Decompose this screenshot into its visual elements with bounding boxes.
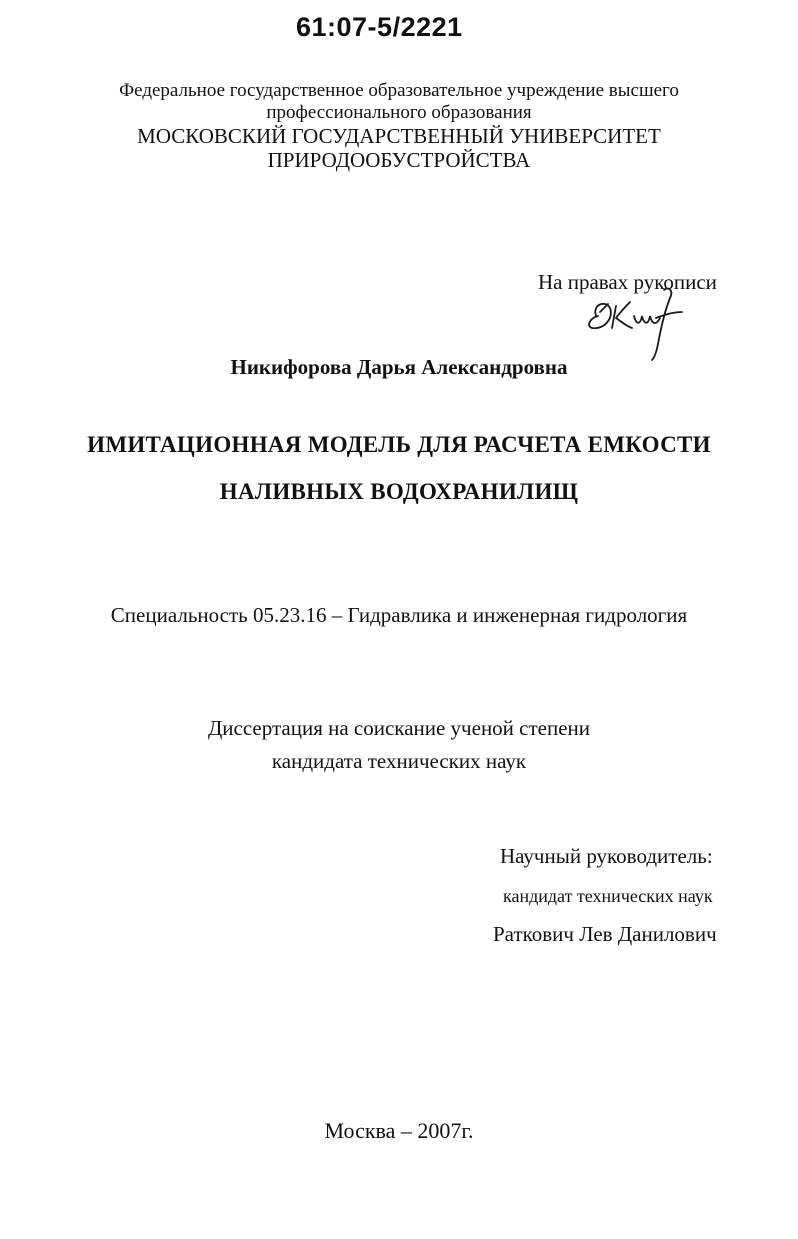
city-year: Москва – 2007г. [324,1118,474,1143]
dissertation-block [0,712,798,778]
supervisor-name: Раткович Лев Данилович [493,922,717,946]
signature-icon [582,282,692,362]
institution-line-2: профессионального образования [266,102,532,123]
catalog-number: 61:07-5/2221 [296,12,463,42]
supervisor-label: Научный руководитель: [500,844,713,868]
institution-block [0,80,798,172]
institution-line-3: МОСКОВСКИЙ ГОСУДАРСТВЕННЫЙ УНИВЕРСИТЕТ [137,124,661,148]
supervisor-degree: кандидат технических наук [503,886,713,906]
dissertation-line-1: Диссертация на соискание ученой степени [207,716,591,740]
rights-note: На правах рукописи [538,270,717,294]
specialty: Специальность 05.23.16 – Гидравлика и инженерная гидрология [110,603,688,627]
institution-line-4: ПРИРОДООБУСТРОЙСТВА [267,148,531,172]
author-name: Никифорова Дарья Александровна [230,355,568,379]
title-line-2: НАЛИВНЫХ ВОДОХРАНИЛИЩ [219,479,579,504]
dissertation-line-2: кандидата технических наук [271,749,527,773]
institution-line-1: Федеральное государственное образовательное учреждение высшего [119,80,679,101]
title-line-1: ИМИТАЦИОННАЯ МОДЕЛЬ ДЛЯ РАСЧЕТА ЕМКОСТИ [87,432,711,457]
